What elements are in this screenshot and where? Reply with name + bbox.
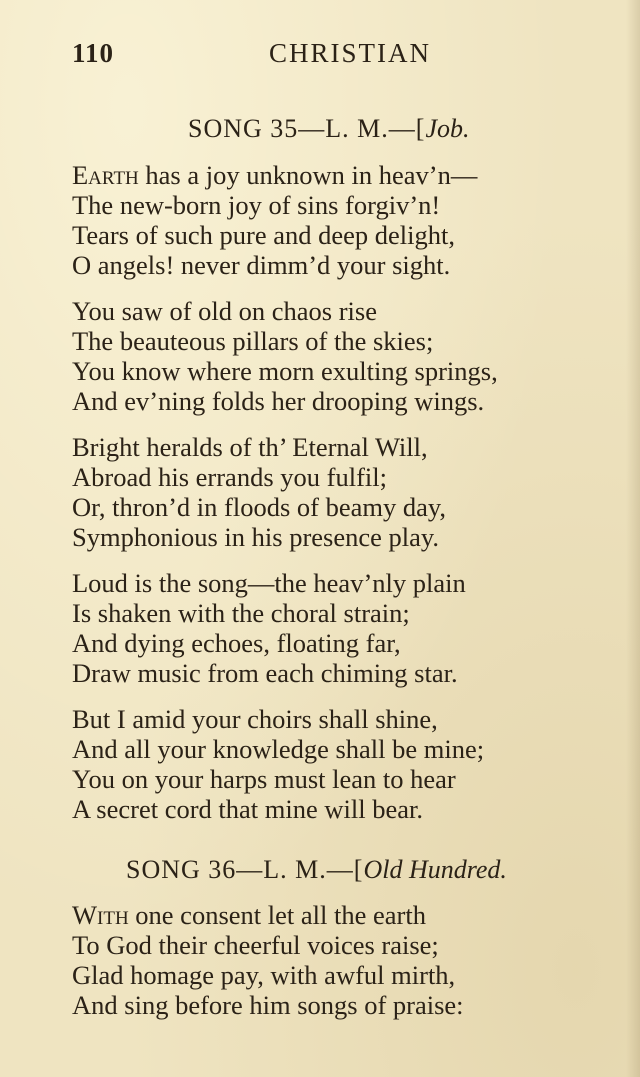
verse-line: O angels! never dimm’d your sight.	[72, 250, 451, 280]
verse-line: But I amid your choirs shall shine,	[72, 704, 438, 734]
verse-line: A secret cord that mine will bear.	[72, 794, 424, 824]
stanza	[72, 568, 612, 688]
verse-line: Loud is the song—the heav’nly plain	[72, 568, 466, 598]
stanza	[72, 296, 612, 416]
verse-line: Is shaken with the choral strain;	[72, 598, 410, 628]
song-35-title	[188, 114, 470, 144]
first-word: With	[72, 900, 129, 930]
running-head: CHRISTIAN	[269, 38, 432, 68]
verse-line: You saw of old on chaos rise	[72, 296, 377, 326]
song-36-title	[126, 855, 507, 885]
verse-line: Bright heralds of th’ Eternal Will,	[72, 432, 428, 462]
song-35-title-prefix: SONG 35—L. M.—[	[188, 114, 426, 143]
song-36-tune: Old Hundred.	[363, 855, 507, 884]
page-header	[72, 38, 592, 72]
stanza	[72, 160, 612, 280]
song-36-title-prefix: SONG 36—L. M.—[	[126, 855, 364, 884]
verse-line: The beauteous pillars of the skies;	[72, 326, 434, 356]
song-35-verses	[72, 160, 612, 840]
first-word: Earth	[72, 160, 139, 190]
stanza	[72, 432, 612, 552]
verse-line: Symphonious in his presence play.	[72, 522, 440, 552]
stanza	[72, 900, 612, 1020]
verse-line: Abroad his errands you fulfil;	[72, 462, 387, 492]
verse-line: Tears of such pure and deep delight,	[72, 220, 455, 250]
verse-line: And dying echoes, floating far,	[72, 628, 401, 658]
verse-line: With one consent let all the earth	[72, 900, 426, 930]
verse-line: To God their cheerful voices raise;	[72, 930, 439, 960]
page-edge-shadow	[626, 0, 640, 1077]
verse-line: Earth has a joy unknown in heav’n—	[72, 160, 478, 190]
song-35-tune: Job.	[425, 114, 470, 143]
stanza	[72, 704, 612, 824]
verse-line: And sing before him songs of praise:	[72, 990, 464, 1020]
verse-line: You know where morn exulting springs,	[72, 356, 498, 386]
song-36-verses	[72, 900, 612, 1036]
verse-line: You on your harps must lean to hear	[72, 764, 456, 794]
verse-line: Glad homage pay, with awful mirth,	[72, 960, 456, 990]
page-number: 110	[72, 38, 115, 68]
verse-line: And all your knowledge shall be mine;	[72, 734, 485, 764]
verse-line: The new-born joy of sins forgiv’n!	[72, 190, 441, 220]
verse-line: Draw music from each chiming star.	[72, 658, 458, 688]
verse-line: Or, thron’d in floods of beamy day,	[72, 492, 447, 522]
verse-line: And ev’ning folds her drooping wings.	[72, 386, 485, 416]
